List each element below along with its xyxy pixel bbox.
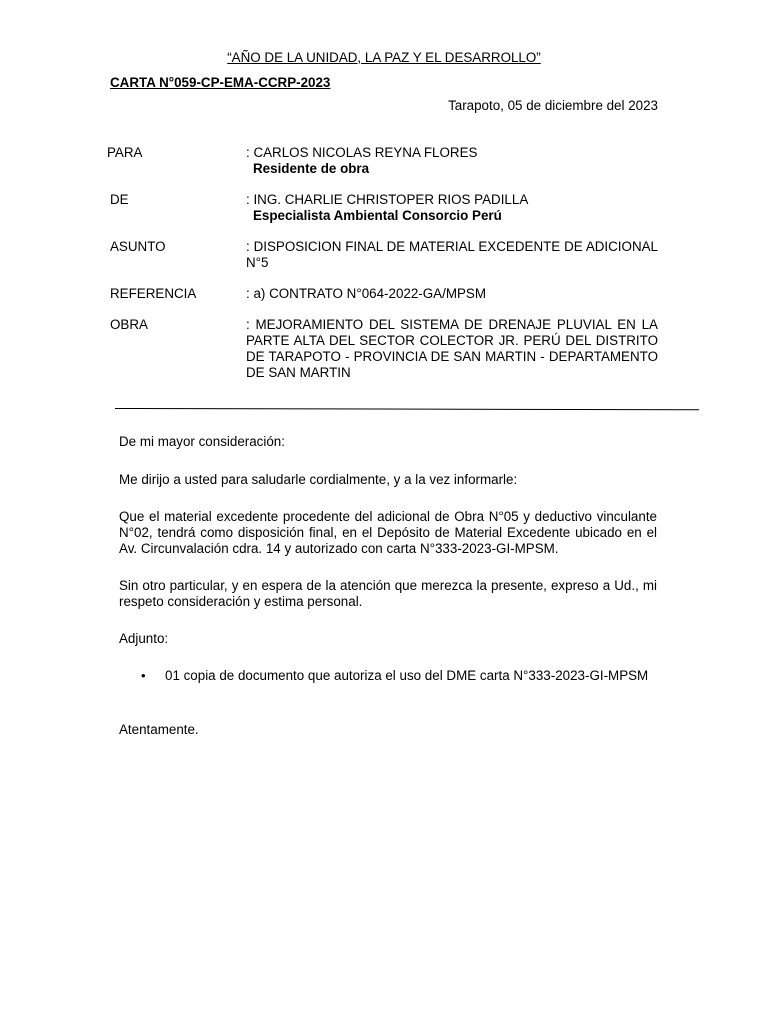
- attachment-item: 01 copia de documento que autoriza el uso del DME carta N°333-2023-GI-MPSM: [165, 668, 649, 683]
- referencia-value: : a) CONTRATO N°064-2022-GA/MPSM: [246, 286, 486, 301]
- closing-paragraph: Sin otro particular, y en espera de la atención que merezca la presente, expreso a Ud., mi respeto consideración y estima personal.: [119, 578, 657, 609]
- de-sender: : ING. CHARLIE CHRISTOPER RIOS PADILLA: [246, 192, 529, 207]
- obra-value: : MEJORAMIENTO DEL SISTEMA DE DRENAJE PLUVIAL EN LA PARTE ALTA DEL SECTOR COLECTOR JR. PERÚ DEL DISTRITO DE TARAPOTO - PROVINCIA DE SAN MARTIN - DEPARTAMENTO DE SAN MARTIN: [246, 317, 658, 380]
- para-value: [246, 145, 658, 177]
- de-label: DE: [110, 192, 129, 207]
- letter-number: CARTA N°059-CP-EMA-CCRP-2023: [110, 75, 331, 90]
- signoff: Atentamente.: [119, 722, 199, 737]
- attachments-label: Adjunto:: [119, 631, 169, 646]
- asunto-value: : DISPOSICION FINAL DE MATERIAL EXCEDENTE DE ADICIONAL N°5: [246, 239, 658, 270]
- para-label: PARA: [107, 145, 143, 160]
- asunto-label: ASUNTO: [110, 239, 166, 254]
- de-value: [246, 192, 658, 224]
- header-divider: [115, 408, 699, 410]
- bullet-icon: •: [141, 668, 146, 683]
- para-recipient-role: Residente de obra: [253, 161, 370, 176]
- obra-label: OBRA: [110, 317, 148, 332]
- referencia-label: REFERENCIA: [110, 286, 197, 301]
- de-sender-role: Especialista Ambiental Consorcio Perú: [253, 208, 502, 223]
- year-motto: “AÑO DE LA UNIDAD, LA PAZ Y EL DESARROLLO”: [227, 50, 541, 65]
- intro-paragraph: Me dirijo a usted para saludarle cordialmente, y a la vez informarle:: [119, 472, 518, 487]
- main-paragraph: Que el material excedente procedente del adicional de Obra N°05 y deductivo vinculante N°02, tendrá como disposición final, en el Depósito de Material Excedente ubicado en el Av. Circunvalación cdra. 14 y autorizado con carta N°333-2023-GI-MPSM.: [119, 509, 657, 556]
- place-date: Tarapoto, 05 de diciembre del 2023: [448, 98, 658, 113]
- para-recipient: : CARLOS NICOLAS REYNA FLORES: [246, 145, 478, 160]
- greeting: De mi mayor consideración:: [119, 434, 285, 449]
